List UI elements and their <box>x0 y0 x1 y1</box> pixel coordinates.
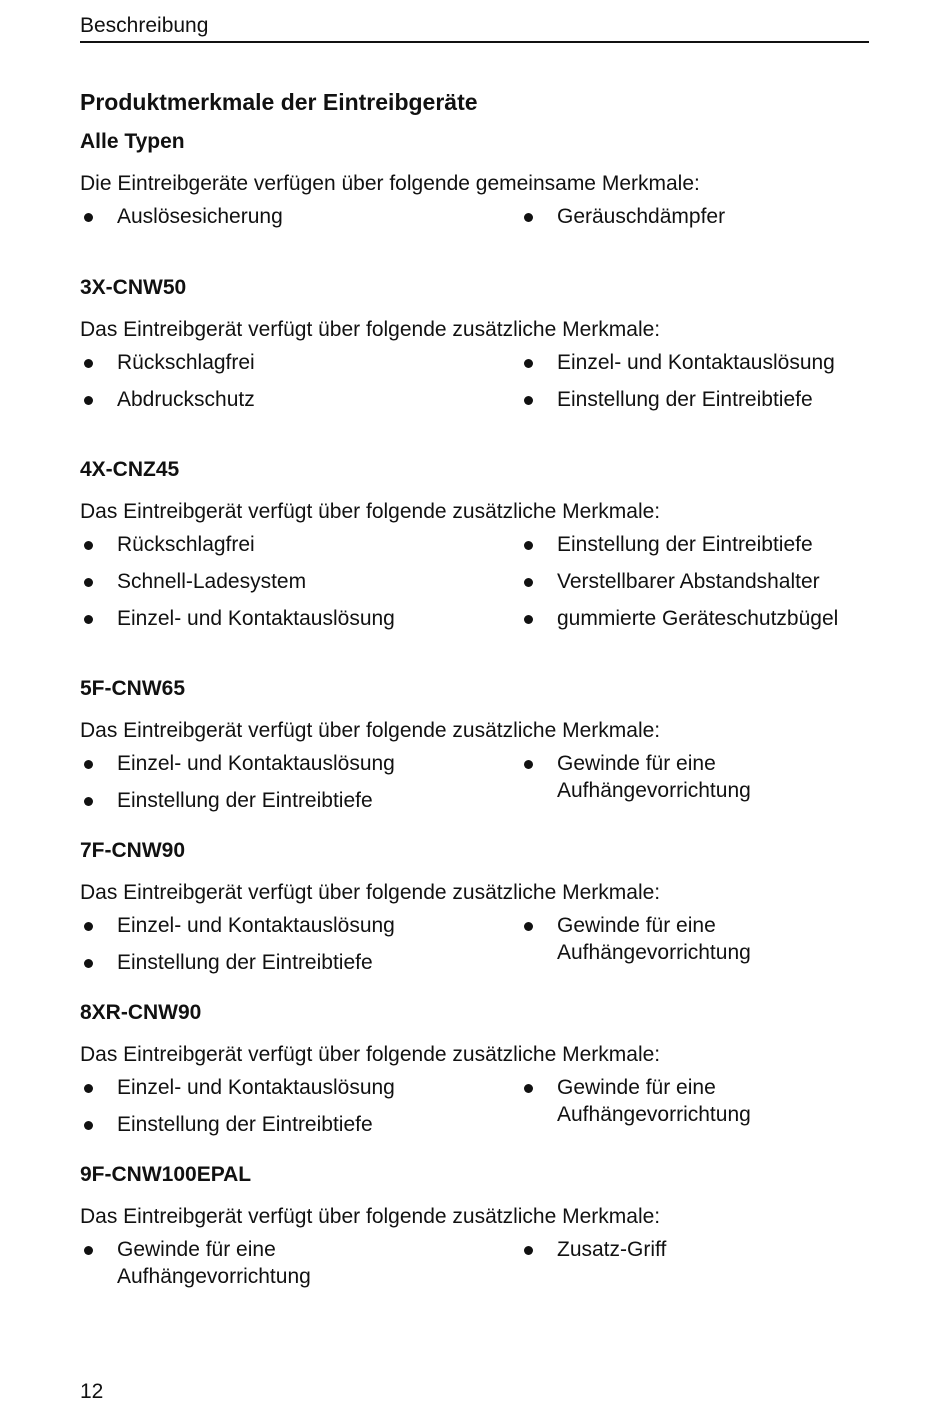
bullet-icon <box>84 922 93 931</box>
running-header: Beschreibung <box>80 14 209 37</box>
page-number: 12 <box>80 1380 104 1403</box>
list-item <box>520 568 870 595</box>
list-item <box>520 750 870 814</box>
bullet-icon <box>84 213 93 222</box>
bullet-icon <box>84 1246 93 1255</box>
bullet-icon <box>524 615 533 624</box>
feature-label: Einzel- und Kontaktauslösung <box>117 914 395 937</box>
section-title: 9F-CNW100EPAL <box>80 1163 252 1186</box>
feature-list <box>80 349 870 423</box>
list-item <box>80 203 520 230</box>
section-intro: Das Eintreibgerät verfügt über folgende zusätzliche Merkmale: <box>80 500 661 523</box>
list-item <box>80 1236 520 1290</box>
list-item <box>520 531 870 558</box>
feature-label: Einzel- und Kontaktauslösung <box>117 752 395 775</box>
feature-label: Geräuschdämpfer <box>557 205 726 228</box>
bullet-icon <box>84 959 93 968</box>
feature-label: Verstellbarer Abstandshalter <box>557 570 820 593</box>
feature-label: Gewinde für eine Aufhängevorrichtung <box>557 1076 751 1126</box>
list-item <box>80 1074 520 1101</box>
list-item <box>520 605 870 632</box>
list-item <box>80 949 520 976</box>
list-item <box>80 1111 520 1138</box>
bullet-icon <box>524 1084 533 1093</box>
feature-label: Einzel- und Kontaktauslösung <box>117 1076 395 1099</box>
section-alle-typen <box>80 129 870 240</box>
section-title: Alle Typen <box>80 130 185 153</box>
section-intro: Das Eintreibgerät verfügt über folgende zusätzliche Merkmale: <box>80 1043 661 1066</box>
section-4x-cnz45 <box>80 457 870 642</box>
feature-label: Einstellung der Eintreibtiefe <box>117 1113 373 1136</box>
main-content <box>80 87 870 1300</box>
feature-list <box>80 1236 870 1300</box>
section-8xr-cnw90 <box>80 1000 870 1148</box>
section-3x-cnw50 <box>80 275 870 423</box>
page-title: Produktmerkmale der Eintreibgeräte <box>80 89 478 115</box>
section-title: 5F-CNW65 <box>80 677 186 700</box>
section-title: 4X-CNZ45 <box>80 458 180 481</box>
list-item <box>80 912 520 939</box>
section-intro: Das Eintreibgerät verfügt über folgende zusätzliche Merkmale: <box>80 881 661 904</box>
section-intro: Das Eintreibgerät verfügt über folgende zusätzliche Merkmale: <box>80 1205 661 1228</box>
section-intro: Das Eintreibgerät verfügt über folgende zusätzliche Merkmale: <box>80 318 661 341</box>
bullet-icon <box>524 359 533 368</box>
bullet-icon <box>84 396 93 405</box>
feature-list <box>80 750 870 824</box>
list-item <box>520 386 870 413</box>
list-item <box>520 1074 870 1138</box>
feature-label: Gewinde für eine Aufhängevorrichtung <box>557 752 751 802</box>
bullet-icon <box>84 541 93 550</box>
list-item <box>80 787 520 814</box>
header-rule <box>80 41 869 43</box>
bullet-icon <box>84 797 93 806</box>
section-title: 7F-CNW90 <box>80 839 186 862</box>
section-7f-cnw90 <box>80 838 870 986</box>
feature-label: Abdruckschutz <box>117 388 255 411</box>
feature-label: Einstellung der Eintreibtiefe <box>117 789 373 812</box>
feature-label: Einstellung der Eintreibtiefe <box>557 533 813 556</box>
feature-list <box>80 531 870 642</box>
feature-label: Einstellung der Eintreibtiefe <box>557 388 813 411</box>
bullet-icon <box>84 615 93 624</box>
section-title: 3X-CNW50 <box>80 276 187 299</box>
bullet-icon <box>524 541 533 550</box>
feature-label: Zusatz-Griff <box>557 1238 667 1261</box>
section-intro: Das Eintreibgerät verfügt über folgende zusätzliche Merkmale: <box>80 719 661 742</box>
list-item <box>80 531 520 558</box>
bullet-icon <box>524 760 533 769</box>
bullet-icon <box>84 760 93 769</box>
bullet-icon <box>524 922 533 931</box>
bullet-icon <box>84 1084 93 1093</box>
feature-label: Gewinde für eine Aufhängevorrichtung <box>117 1238 311 1288</box>
feature-label: Gewinde für eine Aufhängevorrichtung <box>557 914 751 964</box>
list-item <box>80 386 520 413</box>
feature-label: Einstellung der Eintreibtiefe <box>117 951 373 974</box>
list-item <box>80 750 520 777</box>
list-item <box>80 605 520 632</box>
bullet-icon <box>524 213 533 222</box>
bullet-icon <box>84 578 93 587</box>
list-item <box>80 568 520 595</box>
feature-label: Schnell-Ladesystem <box>117 570 307 593</box>
feature-label: Rückschlagfrei <box>117 351 255 374</box>
section-5f-cnw65 <box>80 676 870 824</box>
feature-label: Rückschlagfrei <box>117 533 255 556</box>
feature-label: Auslösesicherung <box>117 205 283 228</box>
feature-label: Einzel- und Kontaktauslösung <box>557 351 835 374</box>
feature-list <box>80 1074 870 1148</box>
list-item <box>80 349 520 376</box>
feature-list <box>80 912 870 986</box>
feature-label: Einzel- und Kontaktauslösung <box>117 607 395 630</box>
list-item <box>520 349 870 376</box>
section-title: 8XR-CNW90 <box>80 1001 202 1024</box>
section-intro: Die Eintreibgeräte verfügen über folgende gemeinsame Merkmale: <box>80 172 700 195</box>
section-9f-cnw100epal <box>80 1162 870 1300</box>
list-item <box>520 203 870 230</box>
feature-label: gummierte Geräteschutzbügel <box>557 607 839 630</box>
bullet-icon <box>524 396 533 405</box>
bullet-icon <box>524 1246 533 1255</box>
feature-list <box>80 203 870 240</box>
bullet-icon <box>84 1121 93 1130</box>
list-item <box>520 1236 870 1290</box>
bullet-icon <box>524 578 533 587</box>
list-item <box>520 912 870 976</box>
bullet-icon <box>84 359 93 368</box>
